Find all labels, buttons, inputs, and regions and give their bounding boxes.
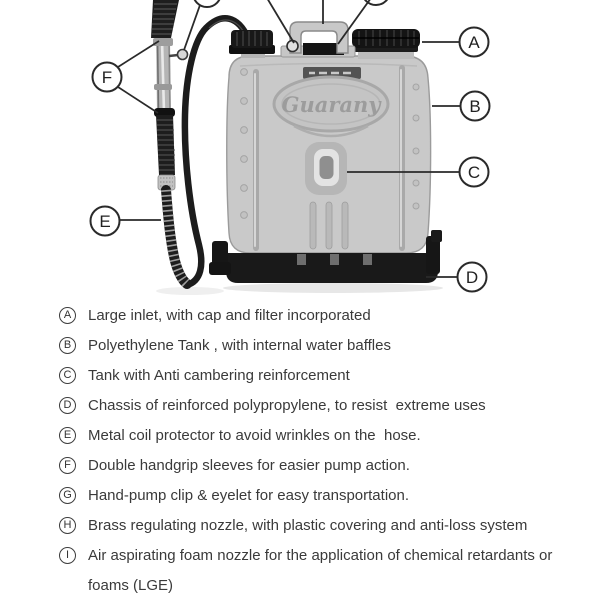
- shadow: [156, 283, 443, 295]
- legend-item: [59, 541, 589, 601]
- svg-text:E: E: [99, 212, 111, 231]
- svg-text:A: A: [468, 33, 480, 52]
- legend-item-text: Brass regulating nozzle, with plastic covering and anti-loss system: [88, 517, 528, 534]
- legend-item-text: Metal coil protector to avoid wrinkles on the hose.: [88, 427, 421, 444]
- legend-item-text: Air aspirating foam nozzle for the application of chemical retardants or foams (LGE): [88, 547, 557, 594]
- callout-c: [460, 158, 489, 187]
- legend-item-text: Polyethylene Tank , with internal water baffles: [88, 337, 391, 354]
- chassis-clip-left: [209, 241, 231, 275]
- legend-item: [59, 481, 589, 511]
- svg-text:F: F: [101, 68, 113, 87]
- legend-item: [59, 511, 589, 541]
- metal-tube: [153, 38, 173, 114]
- legend-item-text: Hand-pump clip & eyelet for easy transportation.: [88, 487, 409, 504]
- legend-letter-badge: H: [59, 517, 76, 534]
- callout-a: [460, 28, 489, 57]
- legend-item: [59, 451, 589, 481]
- legend-letter-badge: E: [59, 427, 76, 444]
- inlet-cap: [352, 29, 420, 59]
- legend-letter-badge: I: [59, 547, 76, 564]
- tank-body: [227, 56, 431, 253]
- callout-b: [461, 92, 490, 121]
- coil-protector: [166, 190, 187, 284]
- legend-letter-badge: B: [59, 337, 76, 354]
- legend-letter-badge: A: [59, 307, 76, 324]
- parts-legend: [59, 301, 589, 601]
- lance-eyelet: [169, 50, 188, 60]
- legend-letter-badge: D: [59, 397, 76, 414]
- legend-item: [59, 331, 589, 361]
- pump-cap: [229, 30, 275, 58]
- svg-text:B: B: [469, 97, 481, 116]
- callout-f: [93, 63, 122, 92]
- brand-logo-text: Guarany: [281, 92, 381, 117]
- upper-handgrip-sleeve: [151, 0, 179, 38]
- legend-item: [59, 361, 589, 391]
- legend-letter-badge: G: [59, 487, 76, 504]
- tank-rib-left: [255, 72, 256, 248]
- legend-item-text: Double handgrip sleeves for easier pump action.: [88, 457, 410, 474]
- legend-letter-badge: C: [59, 367, 76, 384]
- tank-rib-right: [401, 68, 402, 248]
- legend-item: [59, 421, 589, 451]
- tank-slots: [310, 202, 348, 249]
- reinforcement-recess: [305, 142, 347, 195]
- svg-text:D: D: [465, 268, 479, 287]
- legend-item-text: Chassis of reinforced polypropylene, to resist extreme uses: [88, 397, 486, 414]
- svg-text:C: C: [467, 163, 481, 182]
- callout-e: [91, 207, 120, 236]
- chassis-clip-right: [426, 230, 442, 274]
- legend-letter-badge: F: [59, 457, 76, 474]
- legend-item-text: Large inlet, with cap and filter incorporated: [88, 307, 371, 324]
- legend-item: [59, 301, 589, 331]
- legend-item: [59, 391, 589, 421]
- legend-item-text: Tank with Anti cambering reinforcement: [88, 367, 350, 384]
- callout-d: [458, 263, 487, 292]
- lower-handgrip-sleeve: [154, 108, 175, 175]
